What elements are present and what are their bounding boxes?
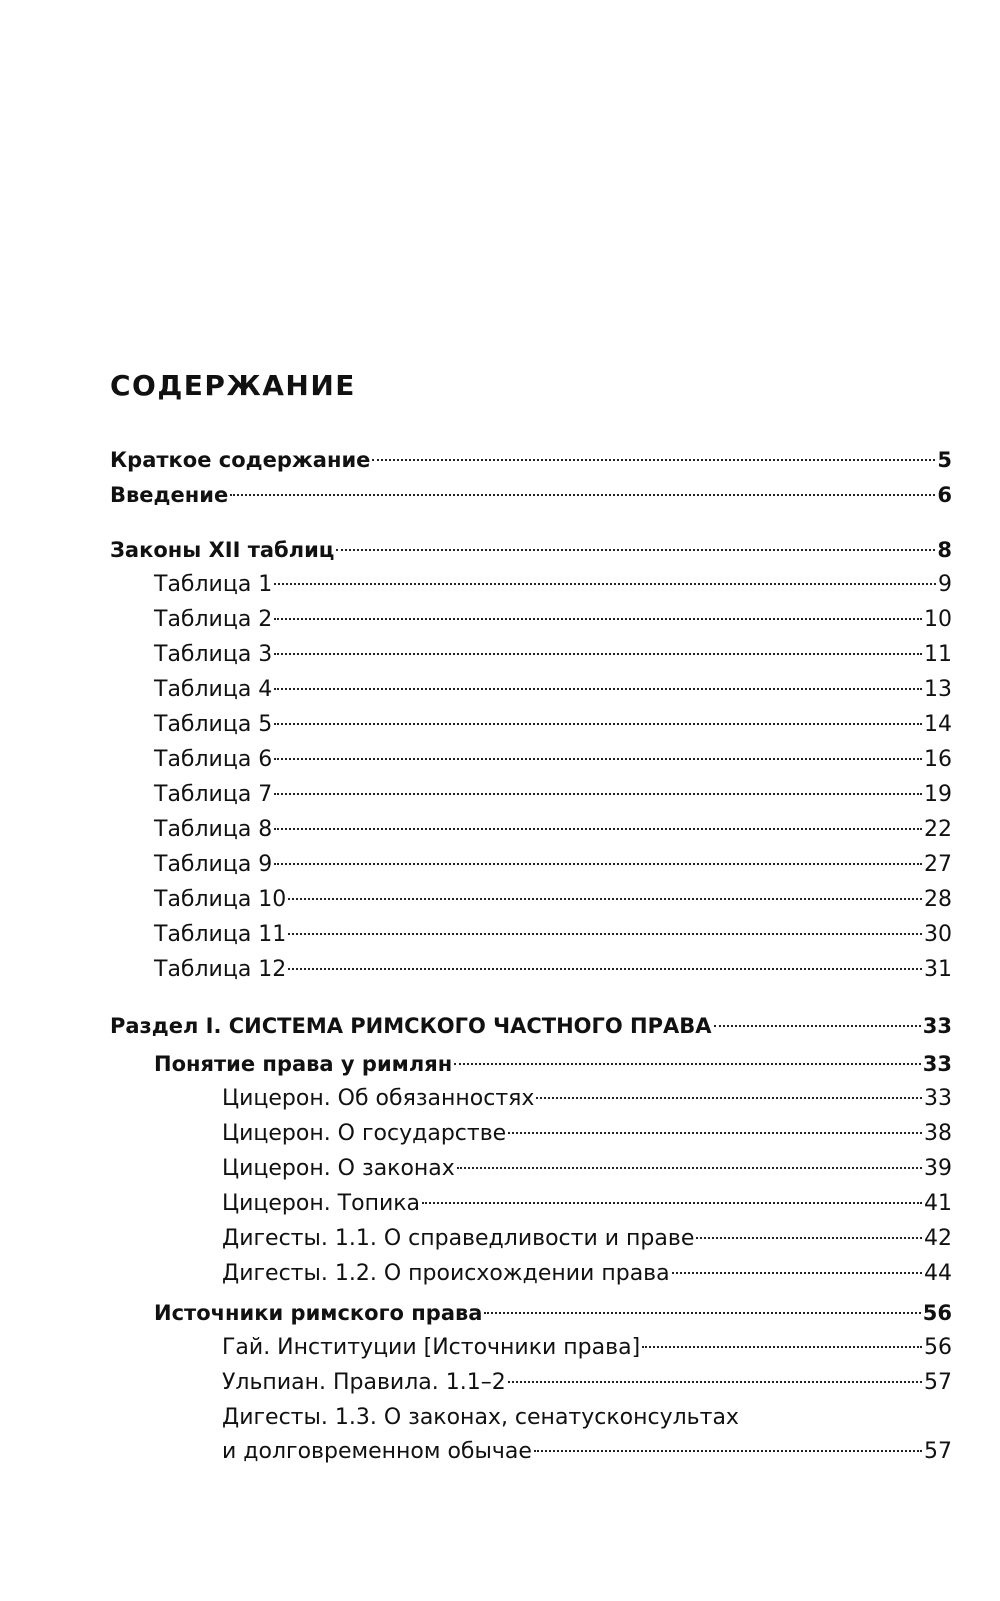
toc-entry-title: Таблица 9 [154,852,273,877]
toc-entry-page: 19 [924,782,952,807]
toc-entry-title: Таблица 2 [154,607,273,632]
toc-entry-concept-of-law[interactable] [0,1048,1000,1082]
dot-leader [274,792,922,795]
toc-entry-page: 8 [937,538,952,562]
toc-entry-page: 28 [924,887,952,912]
toc-entry-table-4[interactable] [0,674,1000,708]
toc-entry-page: 6 [937,483,952,507]
toc-entry-table-12[interactable] [0,954,1000,988]
dot-leader [457,1166,922,1169]
dot-leader [274,617,922,620]
dot-leader [288,967,922,970]
toc-entry-table-9[interactable] [0,849,1000,883]
toc-entry-title: Таблица 10 [154,887,287,912]
toc-entry-table-11[interactable] [0,919,1000,953]
dot-leader [274,687,922,690]
dot-leader [508,1131,922,1134]
toc-entry-page: 38 [924,1121,952,1146]
dot-leader [672,1271,922,1274]
dot-leader [274,652,922,655]
toc-entry-page: 57 [924,1439,952,1464]
toc-entry-digest-1-3[interactable] [0,1402,1000,1470]
toc-entry-cicero-duties[interactable] [0,1083,1000,1117]
toc-entry-twelve-tables[interactable] [0,534,1000,568]
toc-entry-page: 56 [922,1301,952,1325]
toc-entry-page: 14 [924,712,952,737]
dot-leader [274,582,936,585]
dot-leader [288,897,922,900]
toc-entry-table-8[interactable] [0,814,1000,848]
toc-entry-title: Таблица 11 [154,922,287,947]
toc-entry-page: 33 [924,1086,952,1111]
toc-entry-page: 41 [924,1191,952,1216]
toc-entry-page: 10 [924,607,952,632]
dot-leader [454,1062,921,1065]
toc-entry-digest-1-2[interactable] [0,1258,1000,1292]
toc-entry-page: 56 [924,1335,952,1360]
dot-leader [288,932,922,935]
toc-entry-title: Введение [110,483,229,507]
toc-entry-title: Цицерон. О государстве [222,1121,507,1146]
dot-leader [508,1380,922,1383]
dot-leader [274,827,922,830]
toc-entry-page: 31 [924,957,952,982]
dot-leader [534,1449,922,1452]
toc-entry-page: 30 [924,922,952,947]
toc-entry-table-7[interactable] [0,779,1000,813]
toc-entry-table-10[interactable] [0,884,1000,918]
toc-entry-page: 57 [924,1370,952,1395]
toc-entry-title: Цицерон. Об обязанностях [222,1086,535,1111]
toc-entry-cicero-republic[interactable] [0,1118,1000,1152]
toc-entry-table-5[interactable] [0,709,1000,743]
toc-entry-page: 13 [924,677,952,702]
toc-entry-title: Таблица 8 [154,817,273,842]
page-title: СОДЕРЖАНИЕ [110,369,356,402]
dot-leader [642,1345,922,1348]
toc-entry-section-1[interactable] [0,1010,1000,1044]
dot-leader [274,757,922,760]
toc-entry-page: 22 [924,817,952,842]
toc-entry-title: Таблица 1 [154,572,273,597]
toc-entry-title: Таблица 12 [154,957,287,982]
toc-entry-cicero-topica[interactable] [0,1188,1000,1222]
dot-leader [422,1201,922,1204]
toc-entry-gaius-institutes[interactable] [0,1332,1000,1366]
toc-entry-title: Цицерон. Топика [222,1191,421,1216]
toc-entry-title: Таблица 4 [154,677,273,702]
toc-entry-table-1[interactable] [0,569,1000,603]
dot-leader [536,1096,922,1099]
toc-entry-page: 33 [922,1052,952,1076]
toc-entry-page: 9 [938,572,952,597]
toc-entry-short-contents[interactable] [0,444,1000,478]
dot-leader [230,493,935,496]
dot-leader [336,548,935,551]
toc-entry-table-2[interactable] [0,604,1000,638]
dot-leader [484,1311,920,1314]
toc-entry-title: Таблица 3 [154,642,273,667]
toc-entry-ulpian-rules[interactable] [0,1367,1000,1401]
toc-entry-title-line1: Дигесты. 1.3. О законах, сенатусконсультах [222,1405,739,1430]
toc-entry-page: 44 [924,1261,952,1286]
toc-entry-digest-1-1[interactable] [0,1223,1000,1257]
dot-leader [696,1236,922,1239]
toc-entry-title: и долговременном обычае [222,1439,532,1464]
toc-entry-title: Источники римского права [154,1301,483,1325]
toc-entry-title: Раздел I. СИСТЕМА РИМСКОГО ЧАСТНОГО ПРАВА [110,1014,712,1038]
toc-entry-title: Гай. Институции [Источники права] [222,1335,641,1360]
toc-entry-sources-of-law[interactable] [0,1297,1000,1331]
toc-entry-page: 16 [924,747,952,772]
toc-entry-title: Дигесты. 1.1. О справедливости и праве [222,1226,695,1251]
toc-entry-page: 42 [924,1226,952,1251]
toc-entry-title: Краткое содержание [110,448,371,472]
dot-leader [714,1024,921,1027]
toc-entry-title: Таблица 6 [154,747,273,772]
dot-leader [372,458,935,461]
toc-entry-title: Ульпиан. Правила. 1.1–2 [222,1370,506,1395]
toc-entry-page: 27 [924,852,952,877]
dot-leader [274,722,922,725]
toc-entry-page: 33 [922,1014,952,1038]
toc-entry-page: 39 [924,1156,952,1181]
toc-entry-title: Таблица 5 [154,712,273,737]
toc-entry-title: Законы XII таблиц [110,538,335,562]
toc-entry-cicero-laws[interactable] [0,1153,1000,1187]
toc-entry-introduction[interactable] [0,479,1000,513]
dot-leader [274,862,922,865]
toc-entry-table-6[interactable] [0,744,1000,778]
toc-entry-page: 5 [937,448,952,472]
toc-entry-title: Цицерон. О законах [222,1156,455,1181]
toc-entry-table-3[interactable] [0,639,1000,673]
toc-entry-title: Понятие права у римлян [154,1052,453,1076]
toc-entry-title: Дигесты. 1.2. О происхождении права [222,1261,670,1286]
toc-entry-page: 11 [924,642,952,667]
toc-entry-title: Таблица 7 [154,782,273,807]
